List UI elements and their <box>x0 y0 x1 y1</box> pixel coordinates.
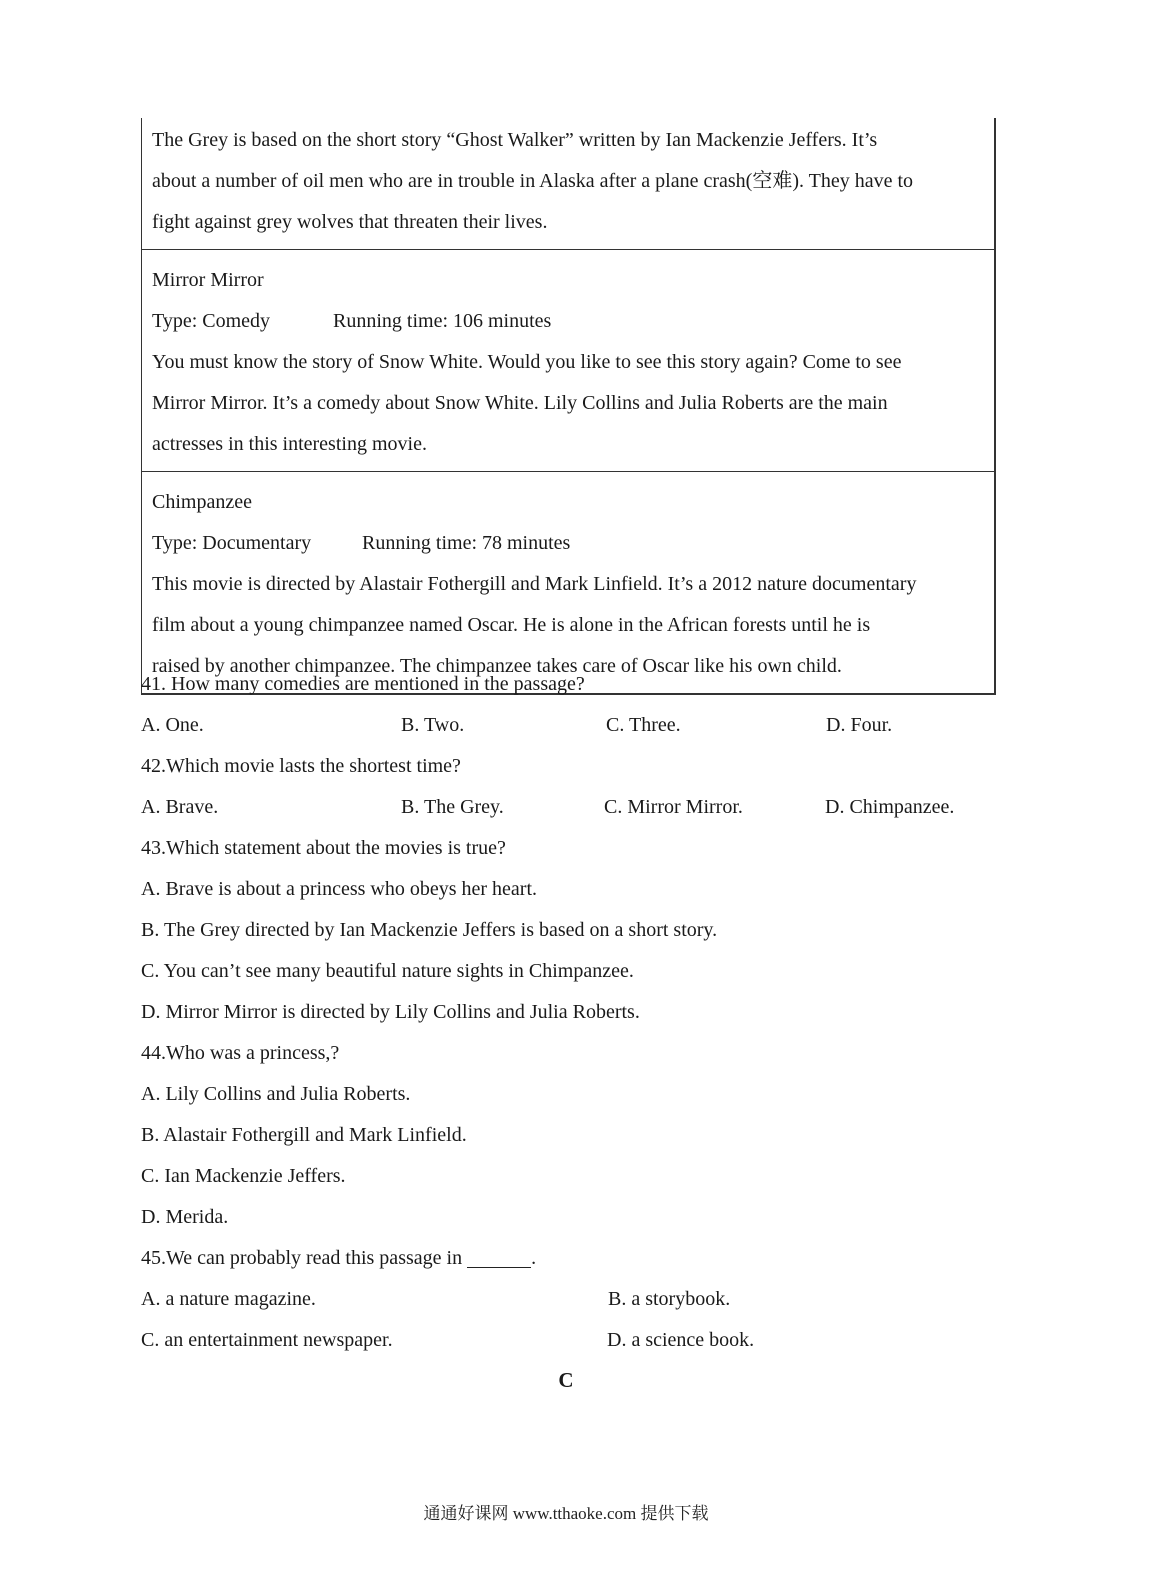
option-a: A. a nature magazine. <box>141 1288 316 1310</box>
movie-running-time: Running time: 106 minutes <box>333 310 552 332</box>
question-41-options <box>141 705 1041 746</box>
movie-table <box>141 118 996 695</box>
option-b: B. The Grey. <box>401 796 504 818</box>
option-d: D. Chimpanzee. <box>825 796 955 818</box>
option-b: B. Two. <box>401 714 465 736</box>
option-c: C. Three. <box>606 714 681 736</box>
page-footer: 通通好课网 www.tthaoke.com 提供下载 <box>423 1504 709 1523</box>
question-45-options-row-2 <box>141 1320 1041 1361</box>
section-heading: C <box>558 1368 574 1392</box>
movie-title: Mirror Mirror <box>152 269 264 291</box>
option-d: D. Merida. <box>141 1206 229 1228</box>
question-43: 43.Which statement about the movies is true? <box>141 837 506 859</box>
option-a: A. Lily Collins and Julia Roberts. <box>141 1083 411 1105</box>
movie-title: Chimpanzee <box>152 491 252 513</box>
movie-running-time: Running time: 78 minutes <box>362 532 571 554</box>
movie-cell-the-grey <box>142 118 994 250</box>
option-a: A. Brave is about a princess who obeys her heart. <box>141 878 537 900</box>
option-d: D. Mirror Mirror is directed by Lily Collins and Julia Roberts. <box>141 1001 640 1023</box>
movie-text-line: about a number of oil men who are in trouble in Alaska after a plane crash(空难). They have to <box>152 170 914 192</box>
movie-text-line: You must know the story of Snow White. Would you like to see this story again? Come to see <box>152 351 902 373</box>
question-45-end: . <box>531 1247 537 1269</box>
option-c: C. an entertainment newspaper. <box>141 1329 393 1351</box>
question-41: 41. How many comedies are mentioned in the passage? <box>141 673 585 695</box>
movie-cell-chimpanzee <box>142 472 994 695</box>
question-list <box>141 664 1041 1361</box>
movie-text-line: Mirror Mirror. It’s a comedy about Snow White. Lily Collins and Julia Roberts are the main <box>152 392 888 414</box>
question-42-options <box>141 787 1041 828</box>
movie-text-line: The Grey is based on the short story “Ghost Walker” written by Ian Mackenzie Jeffers. It’s <box>152 129 878 151</box>
option-b: B. Alastair Fothergill and Mark Linfield. <box>141 1124 467 1146</box>
movie-meta <box>152 301 984 342</box>
movie-meta <box>152 523 984 564</box>
option-c: C. Ian Mackenzie Jeffers. <box>141 1165 346 1187</box>
movie-cell-mirror-mirror <box>142 250 994 472</box>
question-42: 42.Which movie lasts the shortest time? <box>141 755 461 777</box>
option-d: D. a science book. <box>607 1329 755 1351</box>
movie-type: Type: Documentary <box>152 532 312 554</box>
movie-text-line: This movie is directed by Alastair Fothergill and Mark Linfield. It’s a 2012 nature documentary <box>152 573 917 595</box>
question-44: 44.Who was a princess,? <box>141 1042 340 1064</box>
question-45 <box>141 1238 1041 1279</box>
option-c: C. Mirror Mirror. <box>604 796 743 818</box>
option-b: B. The Grey directed by Ian Mackenzie Jeffers is based on a short story. <box>141 919 718 941</box>
option-a: A. Brave. <box>141 796 219 818</box>
option-c: C. You can’t see many beautiful nature sights in Chimpanzee. <box>141 960 634 982</box>
movie-type: Type: Comedy <box>152 310 271 332</box>
option-d: D. Four. <box>826 714 893 736</box>
movie-text-line: fight against grey wolves that threaten their lives. <box>152 211 548 233</box>
option-a: A. One. <box>141 714 204 736</box>
question-45-text: 45.We can probably read this passage in <box>141 1247 463 1269</box>
movie-text-line: film about a young chimpanzee named Oscar. He is alone in the African forests until he is <box>152 614 871 636</box>
question-45-options-row-1 <box>141 1279 1041 1320</box>
option-b: B. a storybook. <box>608 1288 731 1310</box>
answer-blank <box>467 1245 531 1268</box>
movie-text-line: raised by another chimpanzee. The chimpanzee takes care of Oscar like his own child. <box>152 655 842 677</box>
movie-text-line: actresses in this interesting movie. <box>152 433 427 455</box>
